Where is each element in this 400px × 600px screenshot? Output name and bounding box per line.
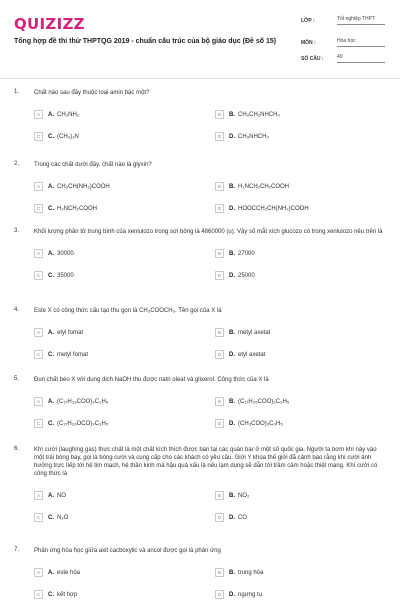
answer-option[interactable] xyxy=(215,567,386,578)
option-text: CH₃NHCH₃ xyxy=(238,133,269,140)
answer-options xyxy=(34,490,386,523)
option-checkbox[interactable]: D xyxy=(215,590,224,599)
option-letter: A. xyxy=(48,183,54,190)
question-text: Đun chất béo X với dung dịch NaOH thu được natri oleat và glixerol. Công thức của X là xyxy=(34,377,269,383)
option-checkbox[interactable]: A xyxy=(34,249,43,258)
option-text: metyl fomat xyxy=(57,351,89,358)
answer-option[interactable] xyxy=(34,181,205,192)
answer-option[interactable] xyxy=(34,396,205,407)
question-number: 6. xyxy=(14,446,20,452)
answer-option[interactable] xyxy=(215,512,386,523)
answer-option[interactable] xyxy=(34,327,205,338)
option-letter: B. xyxy=(229,183,235,190)
option-checkbox[interactable]: A xyxy=(34,491,43,500)
option-text: H₂NCH₂COOH xyxy=(57,205,97,212)
answer-options xyxy=(34,109,386,142)
question-number: 3. xyxy=(14,228,20,234)
option-text: trung hòa xyxy=(238,569,264,576)
answer-option[interactable] xyxy=(34,589,205,600)
worksheet-meta xyxy=(301,14,393,68)
option-letter: C. xyxy=(48,133,54,140)
option-letter: C. xyxy=(48,591,54,598)
question-number: 7. xyxy=(14,547,20,553)
question-item xyxy=(14,547,386,600)
answer-option[interactable] xyxy=(215,203,386,214)
option-letter: B. xyxy=(229,569,235,576)
answer-option[interactable] xyxy=(34,418,205,429)
option-text: NO₂ xyxy=(238,492,250,499)
option-letter: A. xyxy=(48,492,54,499)
answer-options xyxy=(34,567,386,600)
meta-count-row xyxy=(301,52,393,68)
option-text: H₂NCH₂CH₂COOH xyxy=(238,183,289,190)
question-text: Trong các chất dưới đây, chất nào là glyxin? xyxy=(34,162,152,168)
option-checkbox[interactable]: C xyxy=(34,513,43,522)
answer-option[interactable] xyxy=(215,589,386,600)
answer-option[interactable] xyxy=(215,131,386,142)
answer-option[interactable] xyxy=(34,248,205,259)
answer-option[interactable] xyxy=(215,396,386,407)
option-checkbox[interactable]: D xyxy=(215,204,224,213)
answer-option[interactable] xyxy=(34,270,205,281)
option-text: 25000 xyxy=(238,272,255,279)
option-checkbox[interactable]: A xyxy=(34,397,43,406)
question-text: Khí cười (laughing gas) thực chất là một chất kích thích được bán tại các quán bar ở một số quốc gia. Người ta bơm khí này vào một trái bóng bay, gọi là bóng cười và cung cấp cho các khách có yêu cầu. Giới Y khoa thế giới đã cảnh báo rằng khí cười ảnh hưởng trực tiếp tới hệ tim mạch, hệ thần kinh mà hậu quả xấu là nếu lạm dụng sẽ dẫn tới trầm cảm hoặc thiệt mạng. Khí cười có công thức là xyxy=(34,447,378,477)
option-checkbox[interactable]: A xyxy=(34,328,43,337)
answer-option[interactable] xyxy=(215,490,386,501)
option-text: NO xyxy=(57,492,66,499)
option-letter: D. xyxy=(229,591,235,598)
option-checkbox[interactable]: C xyxy=(34,590,43,599)
option-checkbox[interactable]: C xyxy=(34,271,43,280)
worksheet-header xyxy=(14,10,386,70)
option-text: etyl axetat xyxy=(238,351,266,358)
option-letter: D. xyxy=(229,514,235,521)
option-text: (C₁₇H₃₃OCO)₃C₃H₅ xyxy=(57,420,109,427)
option-checkbox[interactable]: C xyxy=(34,204,43,213)
option-checkbox[interactable]: D xyxy=(215,271,224,280)
meta-subject-row xyxy=(301,36,393,52)
option-letter: B. xyxy=(229,398,235,405)
option-checkbox[interactable]: B xyxy=(215,491,224,500)
question-item xyxy=(14,161,386,214)
answer-option[interactable] xyxy=(215,181,386,192)
option-text: CH₃NH₂ xyxy=(57,111,80,118)
option-letter: B. xyxy=(229,329,235,336)
answer-option[interactable] xyxy=(215,327,386,338)
option-letter: A. xyxy=(48,329,54,336)
answer-option[interactable] xyxy=(215,248,386,259)
option-letter: D. xyxy=(229,272,235,279)
answer-option[interactable] xyxy=(215,270,386,281)
option-letter: C. xyxy=(48,205,54,212)
answer-option[interactable] xyxy=(215,109,386,120)
option-letter: A. xyxy=(48,398,54,405)
question-number: 2. xyxy=(14,161,20,167)
option-checkbox[interactable]: D xyxy=(215,132,224,141)
quizizz-logo: QUIZIZZ xyxy=(14,15,85,33)
answer-options xyxy=(34,396,386,429)
option-checkbox[interactable]: D xyxy=(215,350,224,359)
option-text: ngưng tụ xyxy=(238,591,263,598)
answer-options xyxy=(34,327,386,360)
option-text: 35000 xyxy=(57,272,74,279)
option-checkbox[interactable]: A xyxy=(34,568,43,577)
question-text: Chất nào sau đây thuộc loại amin bậc một? xyxy=(34,90,150,96)
option-checkbox[interactable]: A xyxy=(34,182,43,191)
answer-options xyxy=(34,248,386,281)
option-letter: A. xyxy=(48,111,54,118)
question-text: Khối lượng phân tử trung bình của xenlulozo trong sợi bông là 4860000 (u). Vậy số mắt xích glucozo có trong xenlulozo nêu trên là xyxy=(34,229,383,235)
question-item xyxy=(14,446,386,523)
option-letter: B. xyxy=(229,250,235,257)
option-letter: C. xyxy=(48,351,54,358)
answer-option[interactable] xyxy=(34,567,205,578)
question-item xyxy=(14,228,386,281)
option-text: kết hợp xyxy=(57,591,78,598)
question-number: 5. xyxy=(14,376,20,382)
header-divider xyxy=(0,78,400,79)
option-checkbox[interactable]: D xyxy=(215,513,224,522)
option-text: 27000 xyxy=(238,250,255,257)
option-letter: D. xyxy=(229,420,235,427)
option-text: (C₁₇H₃₅COO)₃C₃H₅ xyxy=(238,398,290,405)
meta-subject-value: Hóa học xyxy=(337,38,385,47)
question-number: 4. xyxy=(14,307,20,313)
option-letter: C. xyxy=(48,514,54,521)
meta-subject-label: MÔN : xyxy=(301,40,316,46)
option-text: (C₁₇H₃₃COO)₃C₃H₅ xyxy=(57,398,109,405)
option-checkbox[interactable]: C xyxy=(34,419,43,428)
answer-option[interactable] xyxy=(34,349,205,360)
question-number: 1. xyxy=(14,89,20,95)
worksheet-title: Tổng hợp đề thi thử THPTQG 2019 - chuẩn cấu trúc của bộ giáo dục (Đề số 15) xyxy=(14,38,277,45)
option-letter: A. xyxy=(48,250,54,257)
option-checkbox[interactable]: B xyxy=(215,397,224,406)
answer-options xyxy=(34,181,386,214)
option-letter: A. xyxy=(48,569,54,576)
option-checkbox[interactable]: B xyxy=(215,328,224,337)
option-checkbox[interactable]: D xyxy=(215,419,224,428)
answer-option[interactable] xyxy=(215,349,386,360)
option-checkbox[interactable]: C xyxy=(34,132,43,141)
option-checkbox[interactable]: B xyxy=(215,182,224,191)
answer-option[interactable] xyxy=(34,109,205,120)
question-item xyxy=(14,89,386,142)
option-text: CH₃CH(NH₂)COOH xyxy=(57,183,110,190)
option-text: N₂O xyxy=(57,514,69,521)
answer-option[interactable] xyxy=(215,418,386,429)
meta-class-value: Tốt nghiệp THPT xyxy=(337,16,385,25)
option-text: (CH₃)₃N xyxy=(57,133,79,140)
answer-option[interactable] xyxy=(34,512,205,523)
option-letter: D. xyxy=(229,133,235,140)
question-text: Phản ứng hóa học giữa axit cacboxylic và ancol được gọi là phản ứng xyxy=(34,548,221,554)
option-text: metyl axetat xyxy=(238,329,271,336)
option-text: HOOCCH₂CH(NH₂)COOH xyxy=(238,205,309,212)
option-text: etyl fomat xyxy=(57,329,84,336)
option-checkbox[interactable]: C xyxy=(34,350,43,359)
option-checkbox[interactable]: B xyxy=(215,568,224,577)
option-text: CH₃CH₂NHCH₃ xyxy=(238,111,280,118)
option-letter: B. xyxy=(229,111,235,118)
question-text: Este X có công thức cấu tạo thu gọn là CH₃COOCH₃. Tên gọi của X là xyxy=(34,308,222,314)
meta-class-row xyxy=(301,14,393,36)
option-checkbox[interactable]: B xyxy=(215,249,224,258)
option-text: 30000 xyxy=(57,250,74,257)
question-item xyxy=(14,376,386,429)
option-letter: C. xyxy=(48,272,54,279)
option-letter: D. xyxy=(229,351,235,358)
option-letter: B. xyxy=(229,492,235,499)
option-letter: D. xyxy=(229,205,235,212)
option-text: este hóa xyxy=(57,569,81,576)
question-item xyxy=(14,307,386,360)
option-checkbox[interactable]: B xyxy=(215,110,224,119)
meta-count-label: SỐ CÂU : xyxy=(301,56,324,62)
option-letter: C. xyxy=(48,420,54,427)
option-checkbox[interactable]: A xyxy=(34,110,43,119)
answer-option[interactable] xyxy=(34,203,205,214)
answer-option[interactable] xyxy=(34,490,205,501)
option-text: CO xyxy=(238,514,247,521)
meta-count-value: 40 xyxy=(337,54,385,63)
option-text: (CH₃COO)₃C₃H₅ xyxy=(238,420,283,427)
answer-option[interactable] xyxy=(34,131,205,142)
meta-class-label: LỚP : xyxy=(301,18,315,24)
